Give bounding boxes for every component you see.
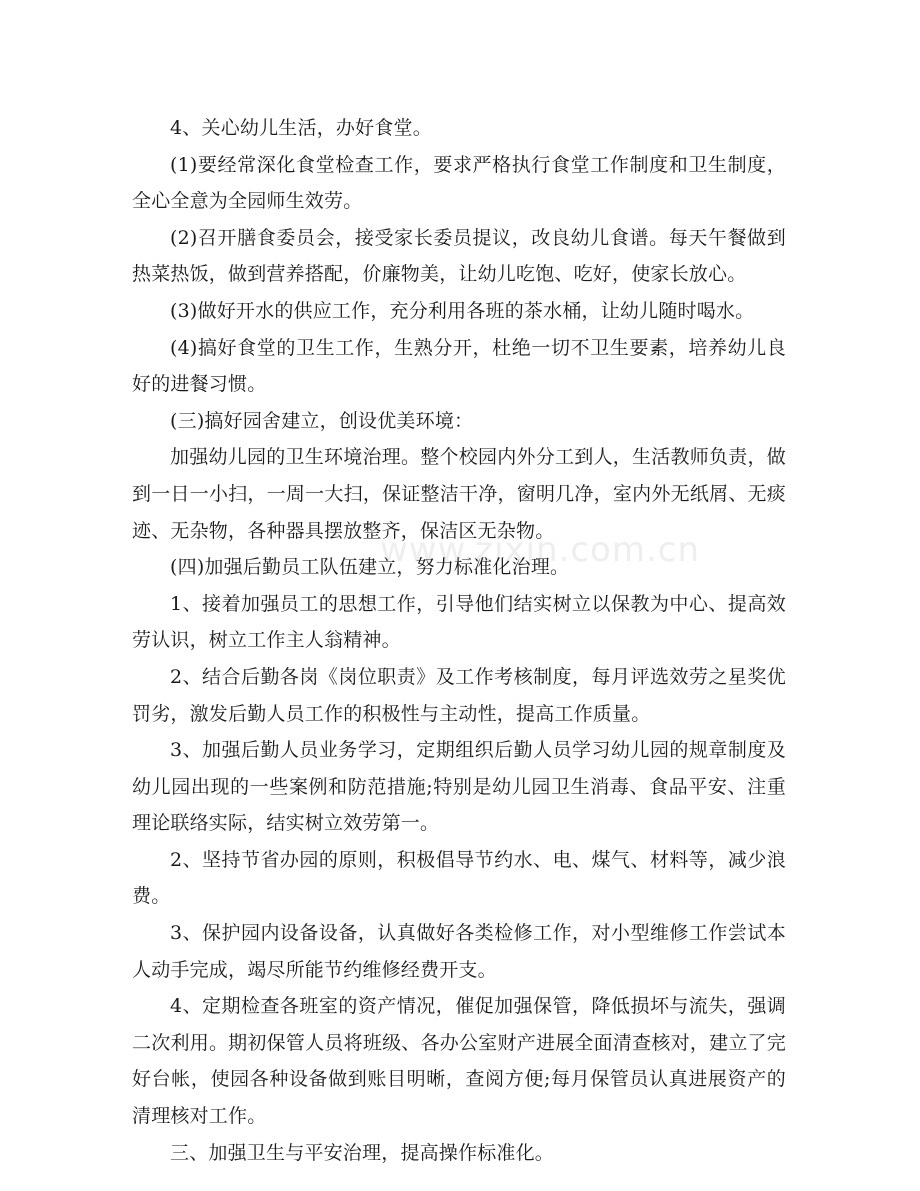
paragraph: 3、加强后勤人员业务学习，定期组织后勤人员学习幼儿园的规章制度及幼儿园出现的一些案例和防范措施;特别是幼儿园卫生消毒、食品平安、注重理论联络实际，结实树立效劳第一。 — [132, 739, 786, 835]
paragraph: (2)召开膳食委员会，接受家长委员提议，改良幼儿食谱。每天午餐做到热菜热饭，做到营养搭配，价廉物美，让幼儿吃饱、吃好，使家长放心。 — [132, 226, 786, 286]
paragraph: (4)搞好食堂的卫生工作，生熟分开，杜绝一切不卫生要素，培养幼儿良好的进餐习惯。 — [132, 336, 786, 396]
paragraph: 3、保护园内设备设备，认真做好各类检修工作，对小型维修工作尝试本人动手完成，竭尽所能节约维修经费开支。 — [132, 922, 786, 981]
paragraph: 2、坚持节省办园的原则，积极倡导节约水、电、煤气、材料等，减少浪费。 — [132, 848, 786, 908]
section-heading: (三)搞好园舍建立，创设优美环境： — [170, 409, 474, 432]
paragraph: 1、接着加强员工的思想工作，引导他们结实树立以保教为中心、提高效劳认识，树立工作主人翁精神。 — [132, 592, 786, 652]
paragraph: (3)做好开水的供应工作，充分利用各班的茶水桶，让幼儿随时喝水。 — [170, 299, 755, 322]
watermark-text: www.zixin.com.cn — [380, 530, 700, 570]
paragraph: 4、定期检查各班室的资产情况，催促加强保管，降低损坏与流失，强调二次利用。期初保管人员将班级、各办公室财产进展全面清查核对，建立了完好台帐，使园各种设备做到账目明晰，查阅方便;每月保管员认真进展资产的清理核对工作。 — [132, 995, 786, 1128]
paragraph: 4、关心幼儿生活，办好食堂。 — [170, 117, 432, 139]
paragraph: 2、结合后勤各岗《岗位职责》及工作考核制度，每月评选效劳之星奖优罚劣，激发后勤人员工作的积极性与主动性，提高工作质量。 — [132, 665, 786, 725]
section-heading: 三、加强卫生与平安治理，提高操作标准化。 — [170, 1141, 555, 1164]
paragraph: 加强幼儿园的卫生环境治理。整个校园内外分工到人，生活教师负责，做到一日一小扫，一周一大扫，保证整洁干净，窗明几净，室内外无纸屑、无痰迹、无杂物，各种器具摆放整齐，保洁区无杂物。 — [132, 446, 786, 542]
section-heading: (四)加强后勤员工队伍建立，努力标准化治理。 — [170, 556, 570, 579]
document-body — [132, 110, 786, 1171]
paragraph: (1)要经常深化食堂检查工作，要求严格执行食堂工作制度和卫生制度，全心全意为全园师生效劳。 — [132, 153, 786, 213]
